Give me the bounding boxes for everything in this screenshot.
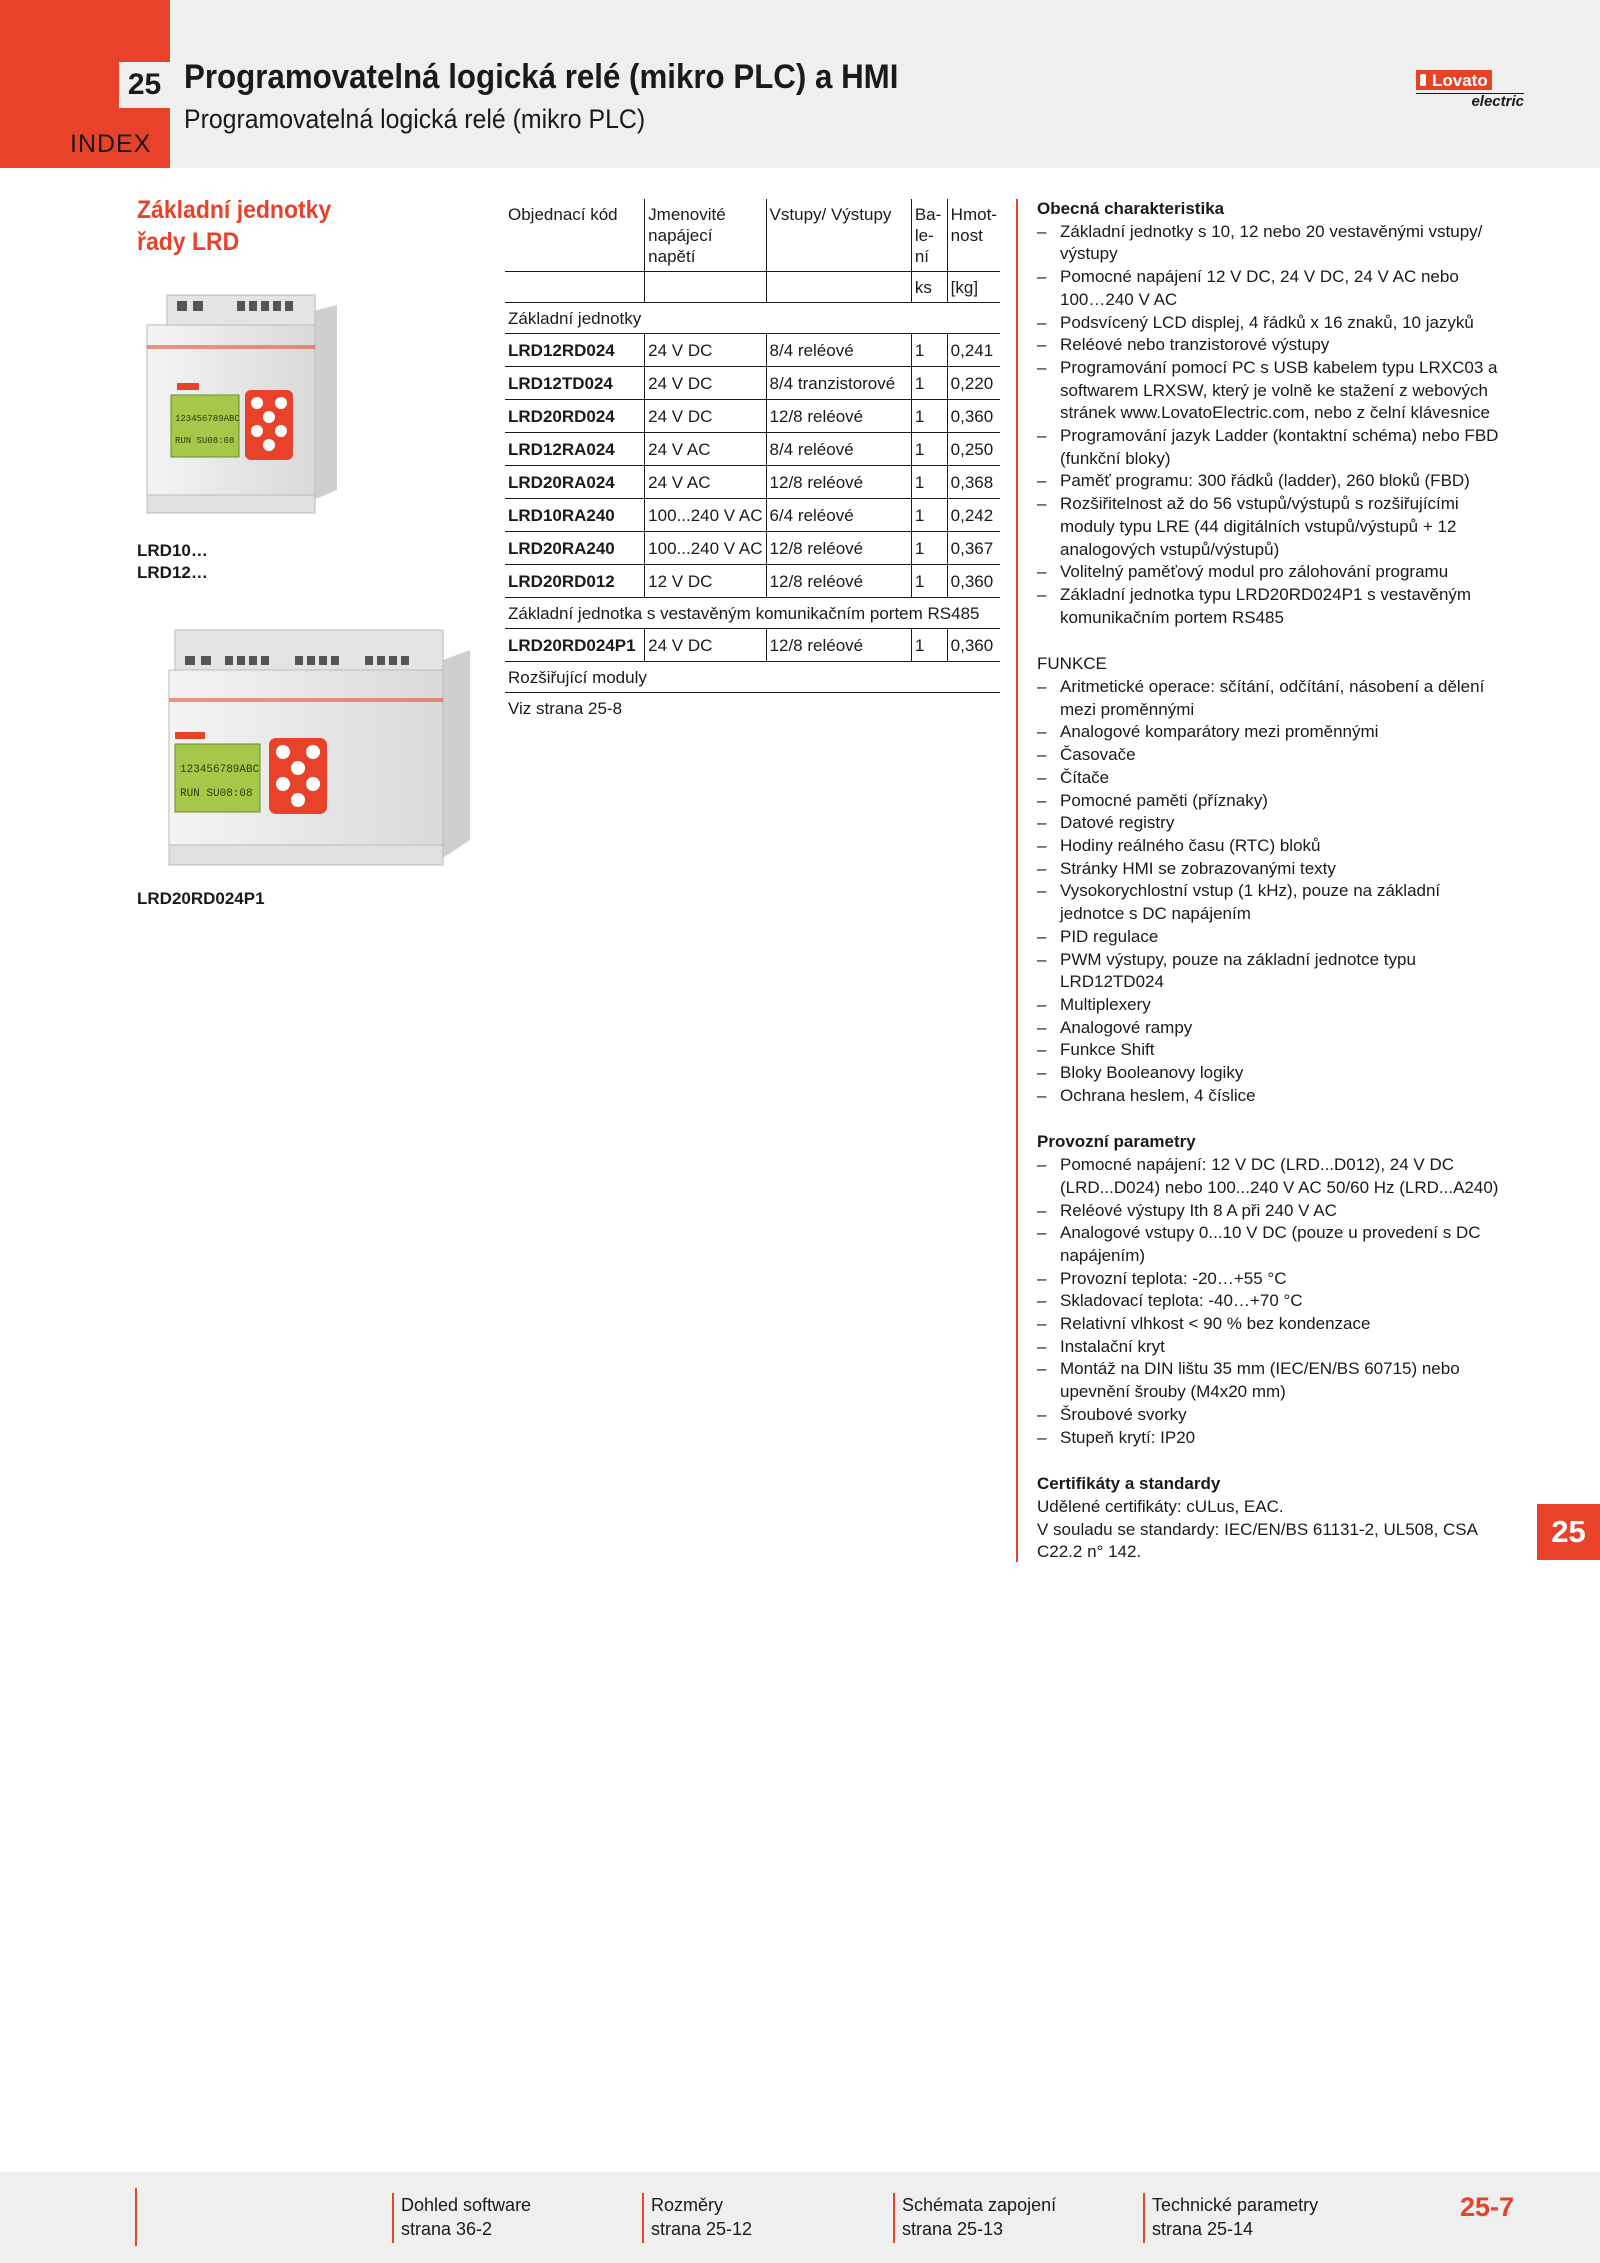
list-item: – Pomocné napájení: 12 V DC (LRD...D012), 24 V DC (LRD...D024) nebo 100...240 V AC 50/60 Hz (LRD...A240) (1037, 1154, 1507, 1199)
section-number: 25 (119, 62, 170, 108)
table-group-row (505, 662, 1000, 693)
table-row (505, 400, 1000, 433)
table-row (505, 499, 1000, 532)
list-item: – Montáž na DIN lištu 35 mm (IEC/EN/BS 60715) nebo upevnění šrouby (M4x20 mm) (1037, 1358, 1507, 1403)
cell-weight: 0,220 (947, 367, 1000, 400)
cell-weight: 0,360 (947, 565, 1000, 598)
list-item: – Datové registry (1037, 812, 1507, 835)
list-item: – Ochrana heslem, 4 číslice (1037, 1085, 1507, 1108)
caption1-line1: LRD10… (137, 541, 208, 560)
product-image-lrd10-lrd12 (137, 285, 347, 525)
cell-code: LRD10RA240 (505, 499, 645, 532)
section-heading: Základní jednotky řady LRD (137, 196, 332, 256)
list-item: – PID regulace (1037, 926, 1507, 949)
col-header-weight-text: Hmot- nost (950, 205, 997, 245)
cert-line1: Udělené certifikáty: cULus, EAC. (1037, 1496, 1284, 1516)
cell-voltage: 24 V DC (645, 629, 766, 662)
unit-weight: [kg] (947, 272, 1000, 303)
cell-io: 8/4 reléové (766, 334, 911, 367)
list-item: – Multiplexery (1037, 994, 1507, 1017)
cell-voltage: 24 V AC (645, 433, 766, 466)
list-item: – Relativní vlhkost < 90 % bez kondenzace (1037, 1313, 1507, 1336)
table-row (505, 466, 1000, 499)
group-base-units: Základní jednotky (505, 303, 1000, 334)
list-item: – Hodiny reálného času (RTC) bloků (1037, 835, 1507, 858)
display1-line2: RUN SU08:08 (175, 436, 235, 446)
general-title: Obecná charakteristika (1037, 199, 1225, 218)
list-item: – Stránky HMI se zobrazovanými texty (1037, 858, 1507, 881)
list-item: – PWM výstupy, pouze na základní jednotce typu LRD12TD024 (1037, 949, 1507, 994)
functions-title: FUNKCE (1037, 654, 1107, 674)
table-group-row (505, 303, 1000, 334)
col-header-voltage-text: Jmenovité napájecí napětí (648, 205, 726, 266)
features-column (1037, 198, 1507, 1588)
list-item: – Reléové nebo tranzistorové výstupy (1037, 334, 1507, 357)
cell-io: 8/4 tranzistorové (766, 367, 911, 400)
list-item: – Rozšiřitelnost až do 56 vstupů/výstupů s rozšiřujícími moduly typu LRE (44 digitálních vstupů/výstupů + 12 analogových vstupů/výstupů) (1037, 493, 1507, 561)
list-item: – Vysokorychlostní vstup (1 kHz), pouze na základní jednotce s DC napájením (1037, 880, 1507, 925)
list-item: – Časovače (1037, 744, 1507, 767)
cell-voltage: 100...240 V AC (645, 499, 766, 532)
list-item: – Čítače (1037, 767, 1507, 790)
list-item: – Programování jazyk Ladder (kontaktní schéma) nebo FBD (funkční bloky) (1037, 425, 1507, 470)
list-item: – Analogové komparátory mezi proměnnými (1037, 721, 1507, 744)
unit-cell-blank (505, 272, 645, 303)
table-header-row (505, 199, 1000, 272)
list-item: – Paměť programu: 300 řádků (ladder), 260 bloků (FBD) (1037, 470, 1507, 493)
col-header-io (766, 199, 911, 272)
list-item: – Funkce Shift (1037, 1039, 1507, 1062)
footer-ref-page: strana 25-13 (902, 2219, 1004, 2239)
table-group-row (505, 598, 1000, 629)
operating-title: Provozní parametry (1037, 1132, 1196, 1152)
table-row (505, 334, 1000, 367)
red-vertical-rule (1016, 199, 1018, 1562)
table-row (505, 367, 1000, 400)
cell-voltage: 24 V DC (645, 367, 766, 400)
caption-lrd20rd024p1: LRD20RD024P1 (137, 889, 265, 908)
cell-code: LRD20RD024 (505, 400, 645, 433)
list-item: – Instalační kryt (1037, 1336, 1507, 1359)
group-rs485-unit: Základní jednotka s vestavěným komunikačním portem RS485 (505, 598, 1000, 629)
unit-cell-blank (645, 272, 766, 303)
cell-io: 12/8 reléové (766, 400, 911, 433)
list-item: – Bloky Booleanovy logiky (1037, 1062, 1507, 1085)
display2-line2: RUN SU08:08 (180, 788, 253, 800)
col-header-pack-text: Ba- le- ní (914, 205, 942, 266)
cell-pack: 1 (911, 334, 947, 367)
cell-pack: 1 (911, 565, 947, 598)
table-unit-row (505, 272, 1000, 303)
general-section (1037, 198, 1507, 629)
side-section-tab[interactable]: 25 (1537, 1504, 1600, 1560)
page-subtitle: Programovatelná logická relé (mikro PLC) (184, 104, 646, 134)
cell-code: LRD12RA024 (505, 433, 645, 466)
list-item: – Základní jednotky s 10, 12 nebo 20 vestavěnými vstupy/ výstupy (1037, 221, 1507, 266)
list-item: – Analogové rampy (1037, 1017, 1507, 1040)
functions-list (1037, 676, 1507, 1107)
list-item: – Reléové výstupy Ith 8 A při 240 V AC (1037, 1200, 1507, 1223)
list-item: – Základní jednotka typu LRD20RD024P1 s vestavěným komunikačním portem RS485 (1037, 584, 1507, 629)
operating-list (1037, 1154, 1507, 1449)
cell-voltage: 24 V DC (645, 334, 766, 367)
functions-section (1037, 653, 1507, 1107)
list-item: – Pomocné napájení 12 V DC, 24 V DC, 24 V AC nebo 100…240 V AC (1037, 266, 1507, 311)
cell-voltage: 12 V DC (645, 565, 766, 598)
footer-band (0, 2172, 1600, 2263)
footer-red-line (135, 2188, 137, 2246)
cell-code: LRD12RD024 (505, 334, 645, 367)
table-group2-rows (505, 629, 1000, 662)
list-item: – Analogové vstupy 0...10 V DC (pouze u provedení s DC napájením) (1037, 1222, 1507, 1267)
page-title: Programovatelná logická relé (mikro PLC) a HMI (184, 58, 899, 96)
footer-ref-technical[interactable] (1143, 2193, 1318, 2243)
cell-io: 12/8 reléové (766, 466, 911, 499)
cell-code: LRD20RA024 (505, 466, 645, 499)
col-header-voltage (645, 199, 766, 272)
list-item: – Stupeň krytí: IP20 (1037, 1427, 1507, 1450)
cell-weight: 0,242 (947, 499, 1000, 532)
cell-weight: 0,360 (947, 629, 1000, 662)
cell-weight: 0,360 (947, 400, 1000, 433)
cell-code: LRD20RA240 (505, 532, 645, 565)
cell-pack: 1 (911, 532, 947, 565)
footer-ref-title: Rozměry (651, 2195, 724, 2215)
cell-io: 12/8 reléové (766, 532, 911, 565)
cell-pack: 1 (911, 629, 947, 662)
list-item: – Programování pomocí PC s USB kabelem typu LRXC03 a softwarem LRXSW, který je volně ke stažení z webových stránek www.LovatoElectric.com, nebo z čelní klávesnice (1037, 357, 1507, 425)
list-item: – Skladovací teplota: -40…+70 °C (1037, 1290, 1507, 1313)
col-header-io-text: Vstupy/ Výstupy (769, 205, 892, 224)
list-item: – Pomocné paměti (příznaky) (1037, 790, 1507, 813)
logo-brand: Lovato (1430, 70, 1492, 90)
list-item: – Aritmetické operace: sčítání, odčítání, násobení a dělení mezi proměnnými (1037, 676, 1507, 721)
cell-voltage: 24 V AC (645, 466, 766, 499)
caption1-line2: LRD12… (137, 563, 208, 582)
cell-voltage: 100...240 V AC (645, 532, 766, 565)
list-item: – Šroubové svorky (1037, 1404, 1507, 1427)
logo-sub: electric (1416, 93, 1524, 110)
footer-ref-page: strana 25-12 (651, 2219, 753, 2239)
cell-pack: 1 (911, 367, 947, 400)
table-ref-row (505, 693, 1000, 724)
table-row (505, 629, 1000, 662)
cell-weight: 0,367 (947, 532, 1000, 565)
caption-lrd10-lrd12 (137, 540, 208, 584)
cell-io: 6/4 reléové (766, 499, 911, 532)
cell-io: 8/4 reléové (766, 433, 911, 466)
page-number: 25-7 (1460, 2192, 1515, 2222)
index-label[interactable]: INDEX (70, 130, 152, 158)
cell-pack: 1 (911, 499, 947, 532)
cell-weight: 0,241 (947, 334, 1000, 367)
list-item: – Provozní teplota: -20…+55 °C (1037, 1268, 1507, 1291)
footer-ref-page: strana 36-2 (401, 2219, 493, 2239)
group-expansion: Rozšiřující moduly (505, 662, 1000, 693)
logo-mark-icon (1416, 70, 1430, 90)
cell-pack: 1 (911, 400, 947, 433)
display1-line1: 123456789ABC (175, 414, 240, 424)
footer-ref-dimensions[interactable] (642, 2193, 752, 2243)
display2-line1: 123456789ABC (180, 764, 260, 776)
footer-ref-wiring[interactable] (893, 2193, 1056, 2243)
col-header-code: Objednací kód (508, 205, 618, 224)
unit-pack: ks (911, 272, 947, 303)
table-row (505, 532, 1000, 565)
footer-ref-title: Schémata zapojení (902, 2195, 1057, 2215)
product-image-lrd20rd024p1 (165, 620, 473, 872)
cell-io: 12/8 reléové (766, 629, 911, 662)
list-item: – Podsvícený LCD displej, 4 řádků x 16 znaků, 10 jazyků (1037, 312, 1507, 335)
cell-code: LRD12TD024 (505, 367, 645, 400)
list-item: – Volitelný paměťový modul pro zálohování programu (1037, 561, 1507, 584)
cert-section (1037, 1473, 1507, 1564)
index-tab[interactable] (0, 0, 170, 168)
cert-line2: V souladu se standardy: IEC/EN/BS 61131-2, UL508, CSA C22.2 n° 142. (1037, 1519, 1478, 1562)
cell-io: 12/8 reléové (766, 565, 911, 598)
cell-weight: 0,368 (947, 466, 1000, 499)
footer-ref-title: Dohled software (401, 2195, 532, 2215)
footer-ref-page: strana 25-14 (1152, 2219, 1254, 2239)
cell-weight: 0,250 (947, 433, 1000, 466)
order-table (505, 199, 1000, 723)
table-row (505, 565, 1000, 598)
lovato-logo (1416, 70, 1524, 114)
general-list (1037, 221, 1507, 630)
cell-pack: 1 (911, 466, 947, 499)
table-group1-rows (505, 334, 1000, 598)
col-header-weight (947, 199, 1000, 272)
cell-voltage: 24 V DC (645, 400, 766, 433)
cert-title: Certifikáty a standardy (1037, 1474, 1221, 1494)
unit-cell-blank (766, 272, 911, 303)
cell-code: LRD20RD024P1 (505, 629, 645, 662)
table-row (505, 433, 1000, 466)
footer-ref-title: Technické parametry (1152, 2195, 1319, 2215)
col-header-pack (911, 199, 947, 272)
footer-ref-software[interactable] (392, 2193, 531, 2243)
expansion-page-ref[interactable]: Viz strana 25-8 (508, 699, 623, 718)
operating-section (1037, 1131, 1507, 1449)
cell-code: LRD20RD012 (505, 565, 645, 598)
cell-pack: 1 (911, 433, 947, 466)
